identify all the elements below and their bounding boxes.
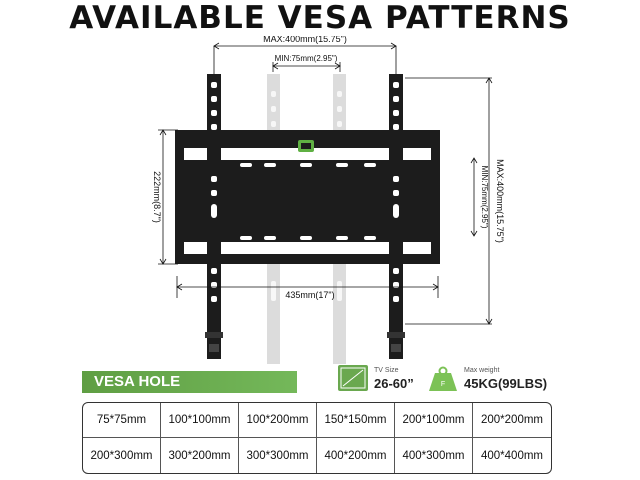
table-cell: 300*300mm bbox=[239, 438, 317, 473]
svg-text:F: F bbox=[440, 381, 446, 388]
vesa-patterns-heading: VESA HOLE PATTERNS(mm) bbox=[82, 371, 297, 393]
table-cell: 150*150mm bbox=[317, 403, 395, 438]
table-cell: 400*400mm bbox=[480, 449, 543, 462]
min-height-label: MIN:75mm(2.95") bbox=[480, 165, 489, 229]
bracket-arm-right bbox=[387, 74, 405, 359]
max-height-label: MAX:400mm(15.75") bbox=[495, 159, 505, 243]
tv-size-label: TV Size bbox=[374, 366, 399, 374]
max-weight-spec bbox=[428, 365, 547, 391]
brand-logo-icon bbox=[298, 140, 314, 152]
table-cell: 400*200mm bbox=[317, 438, 395, 473]
bracket-arm-left bbox=[205, 74, 223, 359]
table-cell: 400*300mm bbox=[395, 438, 473, 473]
bracket-diagram bbox=[0, 36, 640, 366]
max-weight-label: Max weight bbox=[464, 366, 500, 374]
min-width-label: MIN:75mm(2.95") bbox=[274, 54, 338, 63]
max-width-label: MAX:400mm(15.75") bbox=[263, 36, 347, 44]
table-cell: 100*100mm bbox=[161, 403, 239, 438]
table-cell: 300*200mm bbox=[161, 438, 239, 473]
weight-icon bbox=[428, 365, 458, 391]
dimension-min-height bbox=[471, 158, 477, 236]
table-cell: 200*100mm bbox=[395, 403, 473, 438]
page-title: AVAILABLE VESA PATTERNS bbox=[69, 0, 571, 36]
table-cell: 75*75mm bbox=[83, 403, 161, 438]
table-cell: 200*200mm bbox=[473, 403, 551, 438]
width-label: 435mm(17") bbox=[285, 290, 335, 300]
height-label: 222mm(8.7") bbox=[152, 171, 162, 223]
table-cell: 200*300mm bbox=[83, 438, 161, 473]
tv-size-value: 26-60” bbox=[374, 375, 414, 391]
table-cell: 100*200mm bbox=[239, 403, 317, 438]
tv-size-spec bbox=[338, 365, 414, 391]
vesa-patterns-table bbox=[82, 402, 552, 474]
max-weight-value: 45KG(99LBS) bbox=[464, 375, 548, 391]
screen-size-icon bbox=[338, 365, 368, 391]
dimension-min-width bbox=[273, 62, 340, 72]
